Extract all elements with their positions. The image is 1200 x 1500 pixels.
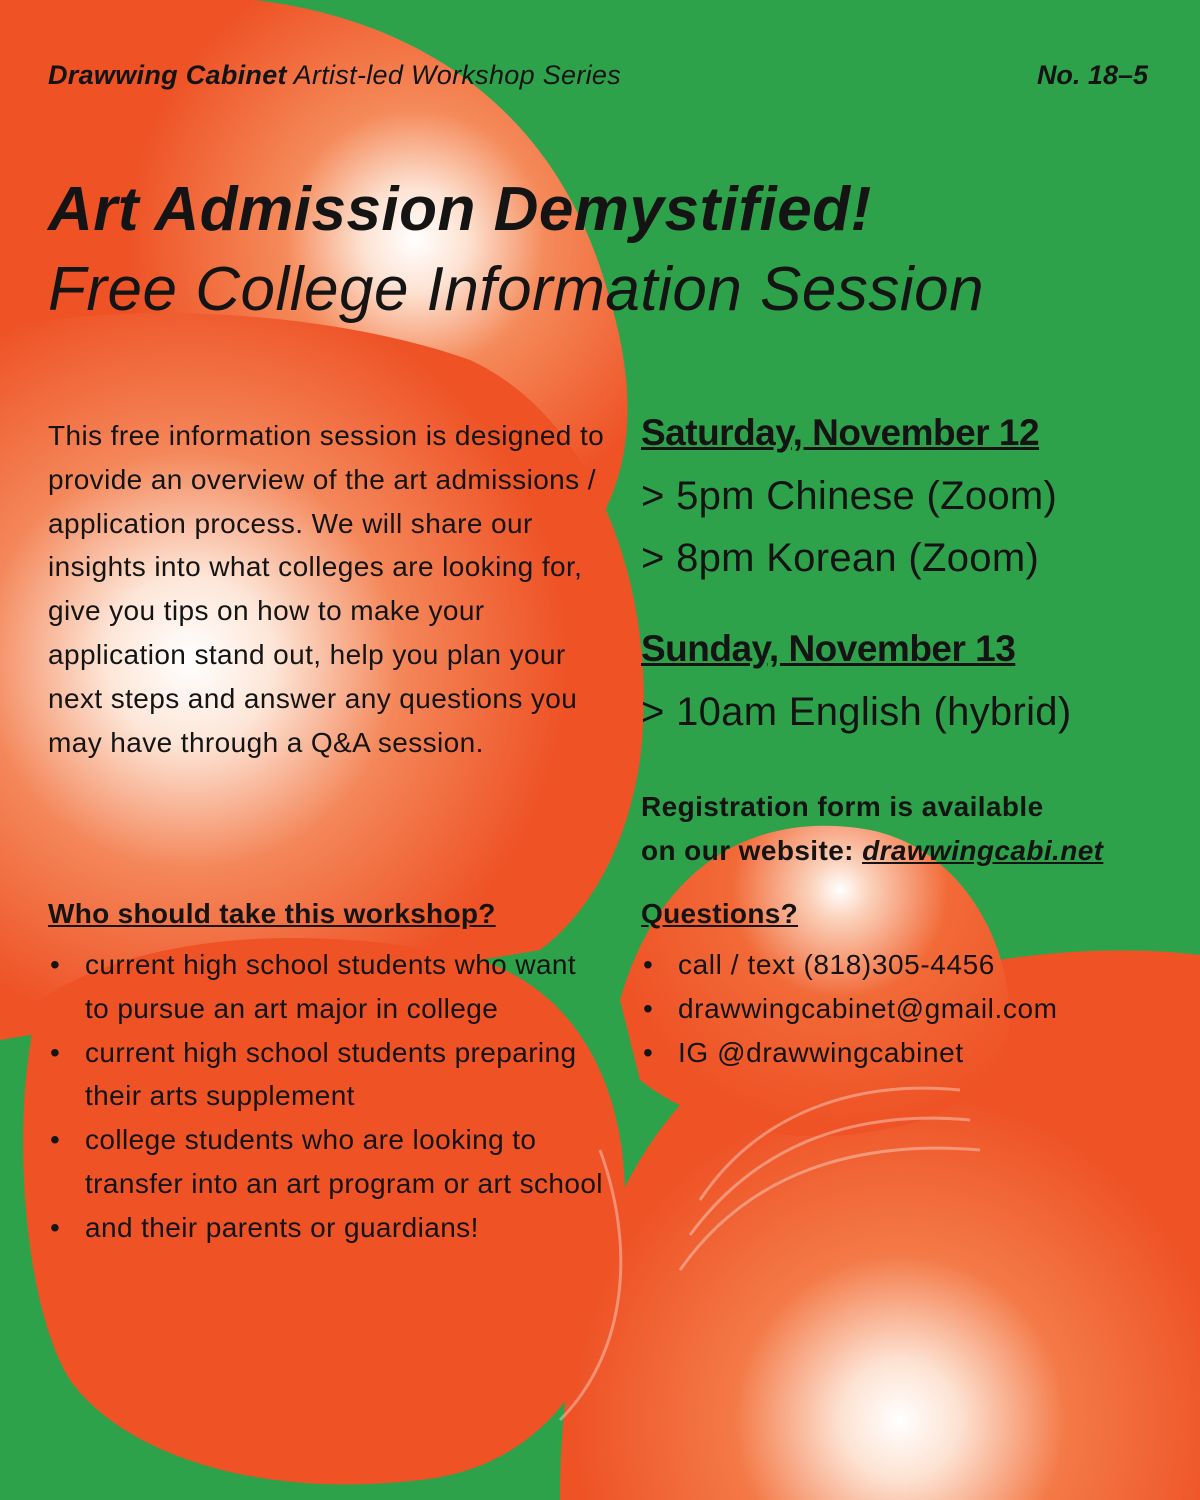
series-name: Artist-led Workshop Series — [293, 60, 622, 90]
date-heading-saturday: Saturday, November 12 — [641, 412, 1040, 453]
questions-heading: Questions? — [641, 898, 799, 929]
registration-label: on our website: — [641, 835, 863, 866]
header-series — [48, 60, 621, 91]
registration-line-2 — [641, 829, 1103, 873]
audience-item: • current high school students preparing their arts supplement — [48, 1031, 608, 1119]
contact-phone: • call / text (818)305-4456 — [641, 943, 1181, 987]
issue-number: No. 18–5 — [1036, 60, 1148, 90]
date-heading-sunday: Sunday, November 13 — [641, 628, 1016, 669]
contact-list — [641, 943, 1181, 1074]
page-title: Art Admission Demystified! — [48, 175, 872, 244]
session-item: > 8pm Korean (Zoom) — [641, 536, 1040, 580]
audience-item: • college students who are looking to transfer into an art program or art school — [48, 1118, 608, 1206]
brand-name: Drawwing Cabinet — [48, 60, 287, 90]
intro-paragraph: This free information session is designed to provide an overview of the art admissions / application process. We will share our insights into what colleges are looking for, give you tips on how to make your application stand out, help you plan your next steps and answer any questions you may have through a Q&A session. — [48, 420, 605, 758]
audience-list — [48, 943, 608, 1250]
page-subtitle: Free College Information Session — [48, 255, 985, 324]
session-item: > 10am English (hybrid) — [641, 690, 1072, 734]
audience-heading: Who should take this workshop? — [48, 898, 496, 929]
website-link[interactable]: drawwingcabi.net — [862, 835, 1104, 866]
contact-email: • drawwingcabinet@gmail.com — [641, 987, 1181, 1031]
session-item: > 5pm Chinese (Zoom) — [641, 474, 1058, 518]
registration-note — [641, 785, 1103, 873]
contact-instagram: • IG @drawwingcabinet — [641, 1031, 1181, 1075]
registration-line-1: Registration form is available — [641, 791, 1044, 822]
audience-item: • and their parents or guardians! — [48, 1206, 608, 1250]
audience-item: • current high school students who want to pursue an art major in college — [48, 943, 608, 1031]
